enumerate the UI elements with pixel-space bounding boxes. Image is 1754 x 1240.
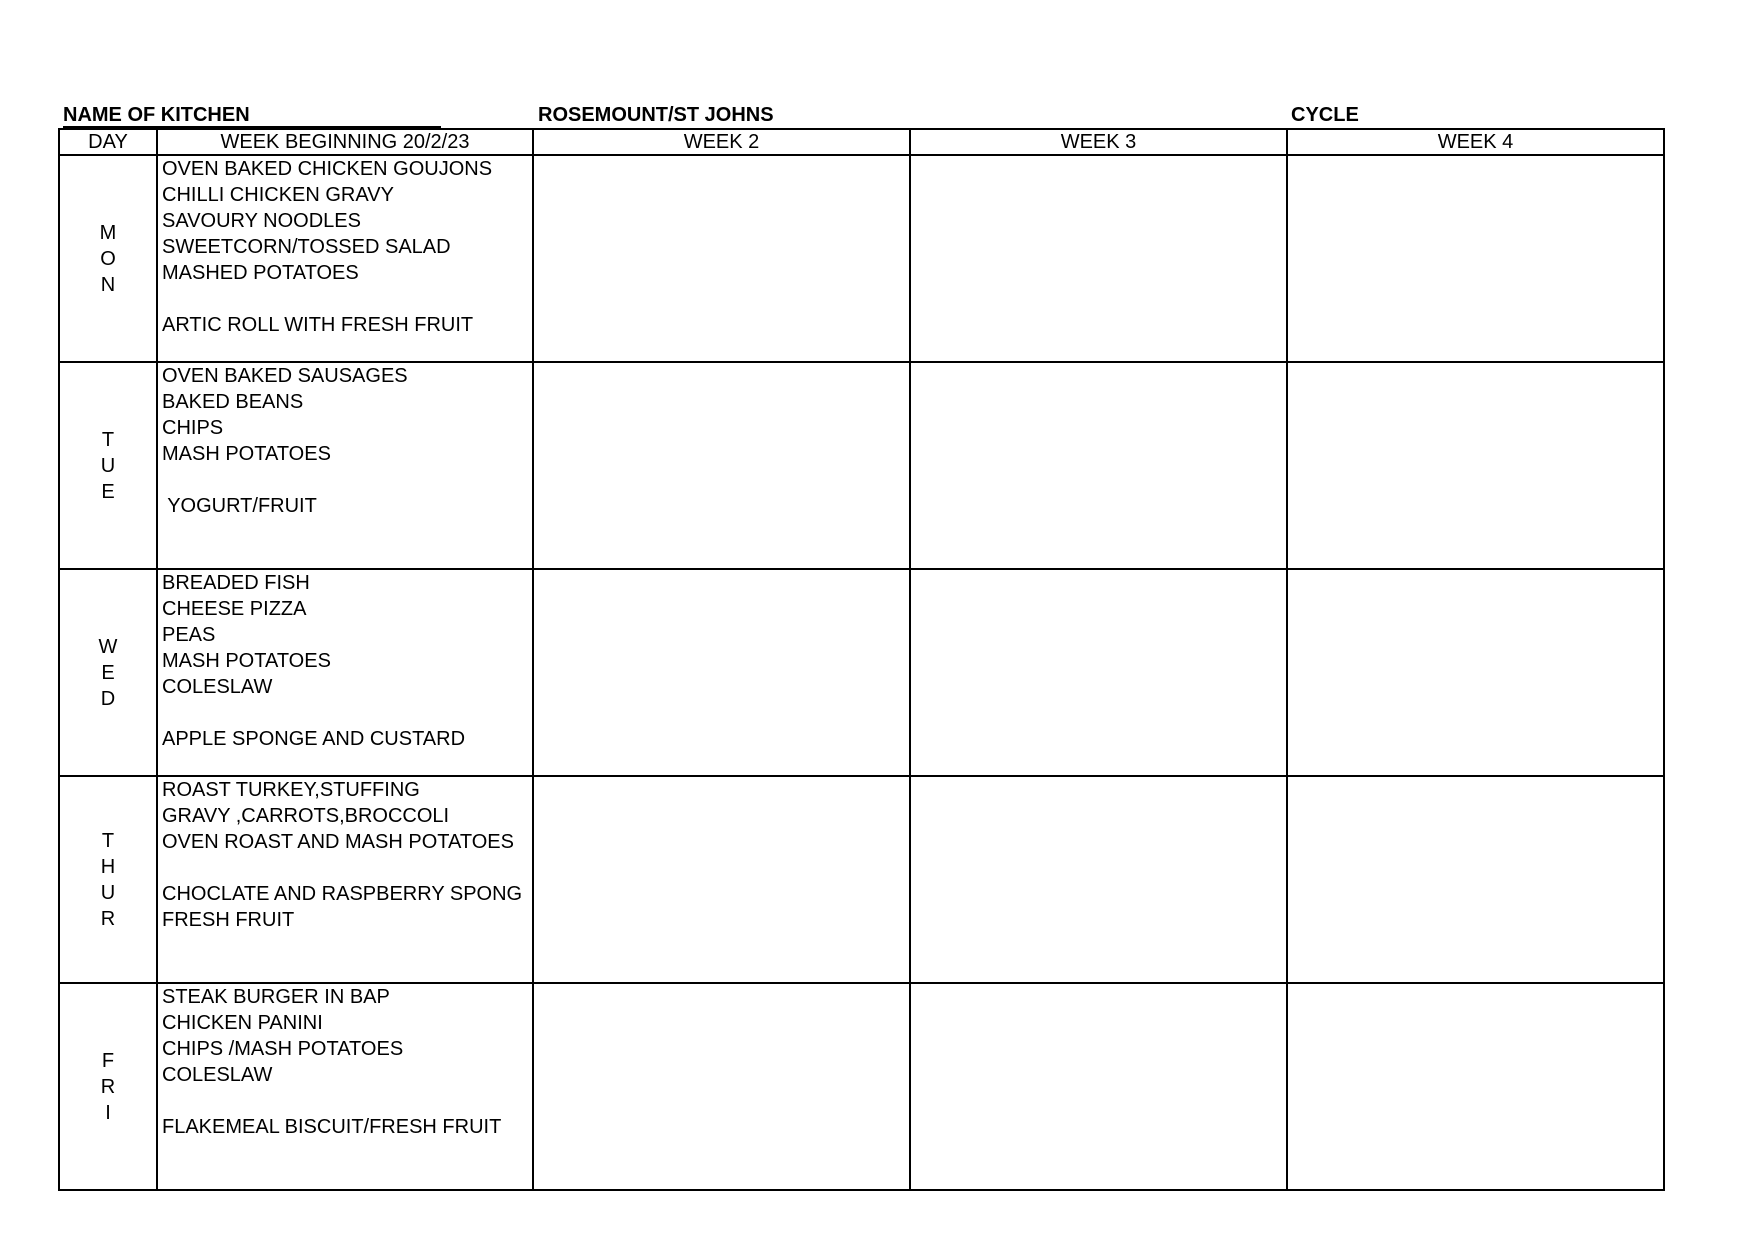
dish-item: OVEN ROAST AND MASH POTATOES: [162, 831, 514, 853]
column-header-week3: WEEK 3: [910, 129, 1287, 155]
column-header-row: [59, 129, 1664, 155]
kitchen-name-label: NAME OF KITCHEN: [63, 104, 441, 128]
dish-item: CHEESE PIZZA: [162, 598, 307, 620]
day-letters: [101, 1048, 115, 1126]
dish-item: MASH POTATOES: [162, 650, 331, 672]
dish-item: CHICKEN PANINI: [162, 1012, 323, 1034]
day-letter: D: [100, 687, 116, 710]
dish-item: [162, 1088, 532, 1114]
dish-item: CHILLI CHICKEN GRAVY: [162, 184, 394, 206]
week3-menu-cell: [910, 155, 1287, 362]
week2-menu-cell: [533, 155, 910, 362]
menu-header: [0, 0, 1754, 130]
dish-item: [162, 286, 532, 312]
week2-menu-cell: [533, 983, 910, 1190]
day-cell: [59, 569, 157, 776]
day-row-mon: [59, 155, 1664, 362]
week3-menu-cell: [910, 569, 1287, 776]
dish-item: [162, 700, 532, 726]
week4-menu-cell: [1287, 362, 1664, 569]
dish-item: GRAVY ,CARROTS,BROCCOLI: [162, 805, 450, 827]
column-header-week2: WEEK 2: [533, 129, 910, 155]
dish-item: COLESLAW: [162, 676, 273, 698]
dish-item: FLAKEMEAL BISCUIT/FRESH FRUIT: [162, 1116, 502, 1138]
dish-item: [162, 467, 532, 493]
dish-item: [162, 855, 532, 881]
week1-menu-cell: [157, 776, 533, 983]
day-letter: T: [101, 829, 115, 852]
day-letters: [101, 828, 115, 932]
day-letter: E: [101, 661, 115, 684]
dish-item: SWEETCORN/TOSSED SALAD: [162, 236, 451, 258]
day-row-tue: [59, 362, 1664, 569]
dish-item: MASH POTATOES: [162, 443, 331, 465]
dish-item: CHIPS /MASH POTATOES: [162, 1038, 404, 1060]
day-cell: [59, 362, 157, 569]
week2-menu-cell: [533, 776, 910, 983]
day-letter: M: [99, 221, 117, 244]
day-letter: E: [101, 480, 115, 503]
dish-item: BREADED FISH: [162, 572, 310, 594]
week4-menu-cell: [1287, 569, 1664, 776]
week3-menu-cell: [910, 776, 1287, 983]
dish-item: COLESLAW: [162, 1064, 273, 1086]
day-cell: [59, 776, 157, 983]
dish-item: CHIPS: [162, 417, 224, 439]
dish-item: CHOCLATE AND RASPBERRY SPONG: [162, 883, 523, 905]
week1-menu-cell: [157, 362, 533, 569]
week2-menu-cell: [533, 569, 910, 776]
day-row-thur: [59, 776, 1664, 983]
day-letter: W: [98, 635, 118, 658]
day-letter: F: [101, 1049, 115, 1072]
day-row-fri: [59, 983, 1664, 1190]
dish-item: OVEN BAKED CHICKEN GOUJONS: [162, 158, 493, 180]
dish-item: ARTIC ROLL WITH FRESH FRUIT: [162, 314, 474, 336]
dish-list: [158, 570, 532, 752]
day-letter: O: [100, 247, 116, 270]
week1-menu-cell: [157, 569, 533, 776]
day-letter: T: [101, 428, 115, 451]
dish-item: APPLE SPONGE AND CUSTARD: [162, 728, 466, 750]
dish-item: SAVOURY NOODLES: [162, 210, 361, 232]
week1-menu-cell: [157, 155, 533, 362]
day-letter: I: [105, 1101, 111, 1124]
dish-list: [158, 777, 532, 933]
day-letters: [100, 220, 117, 298]
day-letter: R: [100, 907, 116, 930]
week3-menu-cell: [910, 983, 1287, 1190]
week3-menu-cell: [910, 362, 1287, 569]
week4-menu-cell: [1287, 776, 1664, 983]
day-letter: U: [100, 454, 116, 477]
cycle-label: CYCLE: [1291, 104, 1359, 126]
column-header-week1: WEEK BEGINNING 20/2/23: [157, 129, 533, 155]
dish-item: YOGURT/FRUIT: [162, 495, 317, 517]
day-cell: [59, 155, 157, 362]
menu-table: [58, 128, 1665, 1191]
day-cell: [59, 983, 157, 1190]
dish-item: ROAST TURKEY,STUFFING: [162, 779, 420, 801]
week1-menu-cell: [157, 983, 533, 1190]
dish-item: PEAS: [162, 624, 216, 646]
column-header-day: DAY: [59, 129, 157, 155]
day-letters: [101, 427, 115, 505]
dish-item: OVEN BAKED SAUSAGES: [162, 365, 408, 387]
column-header-week4: WEEK 4: [1287, 129, 1664, 155]
day-letter: R: [100, 1075, 116, 1098]
dish-item: FRESH FRUIT: [162, 909, 295, 931]
kitchen-name-value: ROSEMOUNT/ST JOHNS: [538, 104, 774, 126]
dish-list: [158, 363, 532, 519]
day-letters: [99, 634, 118, 712]
day-letter: N: [100, 273, 116, 296]
dish-item: MASHED POTATOES: [162, 262, 359, 284]
dish-item: BAKED BEANS: [162, 391, 304, 413]
week4-menu-cell: [1287, 983, 1664, 1190]
week2-menu-cell: [533, 362, 910, 569]
week4-menu-cell: [1287, 155, 1664, 362]
day-letter: H: [100, 855, 116, 878]
day-letter: U: [100, 881, 116, 904]
day-row-wed: [59, 569, 1664, 776]
dish-item: STEAK BURGER IN BAP: [162, 986, 390, 1008]
dish-list: [158, 984, 532, 1140]
dish-list: [158, 156, 532, 338]
